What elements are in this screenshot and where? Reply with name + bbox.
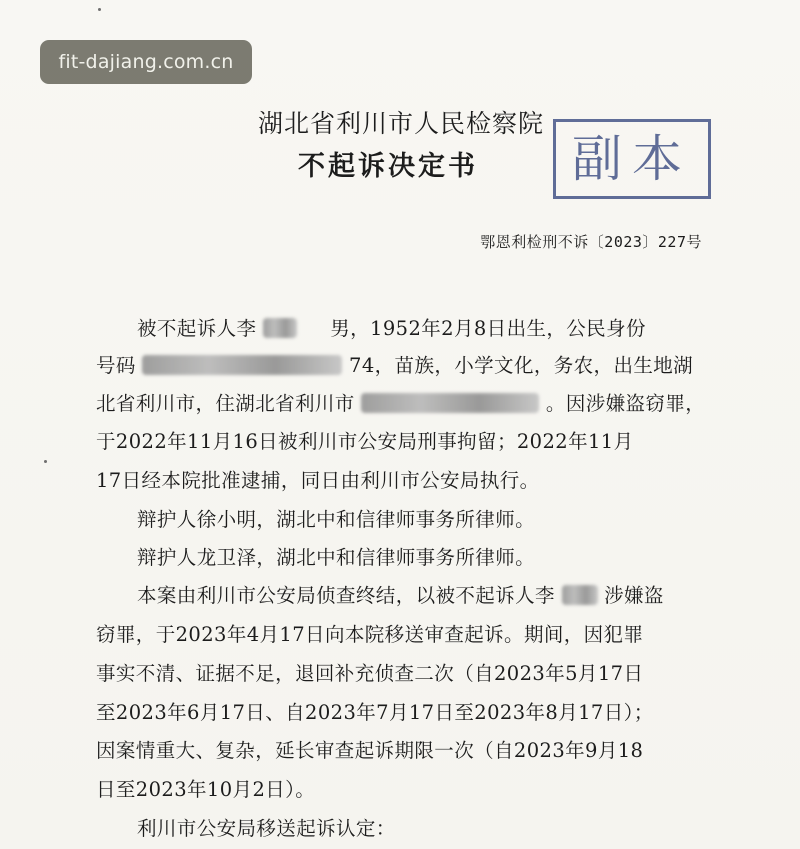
body-line-4: 于2022年11月16日被利川市公安局刑事拘留；2022年11月	[96, 430, 634, 453]
body-text: 北省利川市，住湖北省利川市	[96, 392, 355, 415]
body-line-7: 辩护人龙卫泽，湖北中和信律师事务所律师。	[137, 546, 536, 569]
body-line-5: 17日经本院批准逮捕，同日由利川市公安局执行。	[96, 469, 540, 492]
redacted-address	[361, 393, 539, 413]
body-line-11: 至2023年6月17日、自2023年7月17日至2023年8月17日）；	[96, 701, 654, 724]
copy-stamp: 副本	[553, 119, 711, 199]
redacted-id-number	[142, 355, 342, 375]
body-text: 本案由利川市公安局侦查终结，以被不起诉人李	[137, 584, 555, 607]
body-line-9: 窃罪，于2023年4月17日向本院移送审查起诉。期间，因犯罪	[96, 623, 644, 646]
redacted-name	[263, 318, 297, 338]
body-line-1	[137, 313, 646, 341]
body-line-14: 利川市公安局移送起诉认定：	[137, 817, 396, 840]
body-line-3	[96, 388, 705, 416]
paper-speck	[98, 8, 101, 11]
body-text: 被不起诉人李	[137, 317, 257, 340]
body-line-13: 日至2023年10月2日）。	[96, 778, 316, 801]
body-text: 号码	[96, 354, 136, 377]
paper-speck	[44, 460, 47, 463]
body-line-12: 因案情重大、复杂，延长审查起诉期限一次（自2023年9月18	[96, 739, 644, 762]
body-line-10: 事实不清、证据不足，退回补充侦查二次（自2023年5月17日	[96, 662, 644, 685]
procuratorate-name: 湖北省利川市人民检察院	[258, 109, 545, 138]
body-text: 74，苗族，小学文化，务农，出生地湖	[349, 354, 694, 377]
document-number: 鄂恩利检刑不诉〔2023〕227号	[480, 233, 702, 251]
document-title: 不起诉决定书	[298, 151, 478, 182]
site-watermark: fit-dajiang.com.cn	[40, 40, 252, 84]
redacted-name	[562, 585, 598, 605]
body-line-8	[137, 580, 664, 608]
body-line-6: 辩护人徐小明，湖北中和信律师事务所律师。	[137, 508, 536, 531]
body-text: 。因涉嫌盗窃罪，	[545, 392, 706, 415]
body-text: 涉嫌盗	[604, 584, 664, 607]
body-line-2	[96, 350, 693, 378]
body-text: 男，1952年2月8日出生，公民身份	[330, 317, 646, 340]
